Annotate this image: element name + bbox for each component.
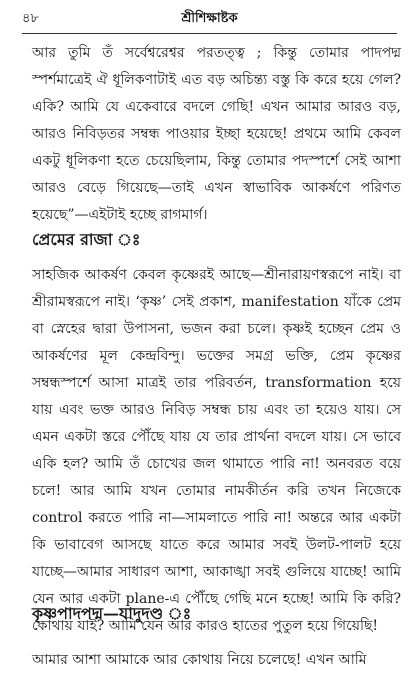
paragraph-1: আর তুমি তঁ সর্বেশ্বরেশ্বর পরতত্ত্ব ; কিন্তু তোমার পাদপদ্ম স্পর্শমাত্রেই ঐ ধূলিকণাটাই এত বড় অচিন্ত্য বস্তু কি করে হয়ে গেল? একি? আমি যে একেবারে বদলে গেছি! এখন আমার আরও বড়, আরও নিবিড়তর সম্বন্ধ পাওয়ার ইচ্ছা হয়েছে! প্রথমে আমি কেবল একটু ধূলিকণা হতে চেয়েছিলাম, কিন্তু তোমার পদস্পর্শে সেই আশা আরও বেড়ে গিয়েছে—তাই এখন স্বাভাবিক আকর্ষণে পরিণত হয়েছে”—এইটাই হচ্ছে রাগমার্গ। — [32, 45, 401, 223]
text-block-2 — [32, 262, 401, 640]
page-header — [22, 8, 397, 30]
text-block-1 — [32, 40, 401, 229]
paragraph-2: সাহজিক আকর্ষণ কেবল কৃষ্ণেরই আছে—শ্রীনারায়ণস্বরূপে নাই। বা শ্রীরামস্বরূপে নাই। ‘কৃষ্ণ’ সেই প্রকাশ, manifestation যাঁকে প্রেম বা স্নেহের দ্বারা উপাসনা, ভজন করা চলে। কৃষ্ণই হচ্ছেন প্রেম ও আকর্ষণের মূল কেন্দ্রবিন্দু। ভক্তের সমগ্র ভক্তি, প্রেম কৃষ্ণের সম্বন্ধস্পর্শে আসা মাত্রই তার পরিবর্তন, transformation হয়ে যায় এবং ভক্ত আরও নিবিড় সম্বন্ধ চায় এবং তা হয়েও যায়। সে এমন একটা স্তরে পৌঁছে যায় যে তার প্রার্থনা বদলে যায়। সে ভাবে একি হল? আমি তঁ চোখের জল থামাতে পারি না! অনবরত বয়ে চলে! আর আমি যখন তোমার নামকীর্তন করি তখন নিজেকে control করতে পারি না—সামলাতে পারি না! অন্তরে আর একটা কি ভাবাবেগ আসছে যাতে করে আমার সবই উলট-পালট হয়ে যাচ্ছে—আমার সাধারণ আশা, আকাঙ্খা সবই গুলিয়ে যাচ্ছে! আমি যেন আর একটা plane-এ পৌঁছে গেছি মনে হচ্ছে! আমি কি করি? কোথায় যাই? আমি যেন আর কারও হাতের পুতুল হয়ে গিয়েছি! — [32, 267, 401, 634]
running-title: শ্রীশিক্ষাষ্টক — [181, 11, 238, 26]
section-heading-premer-raja: প্রেমের রাজা ঃ — [32, 230, 141, 249]
page-number: ৪৮ — [22, 11, 39, 26]
text-block-3 — [32, 647, 401, 674]
paragraph-3: আমার আশা আমাকে আর কোথায় নিয়ে চলেছে! এখন আমি — [32, 652, 367, 668]
header-divider — [22, 33, 397, 34]
section-heading-krishna-padapadma: কৃষ্ণপাদপদ্ম—যাদুদণ্ড ঃ — [32, 604, 192, 623]
